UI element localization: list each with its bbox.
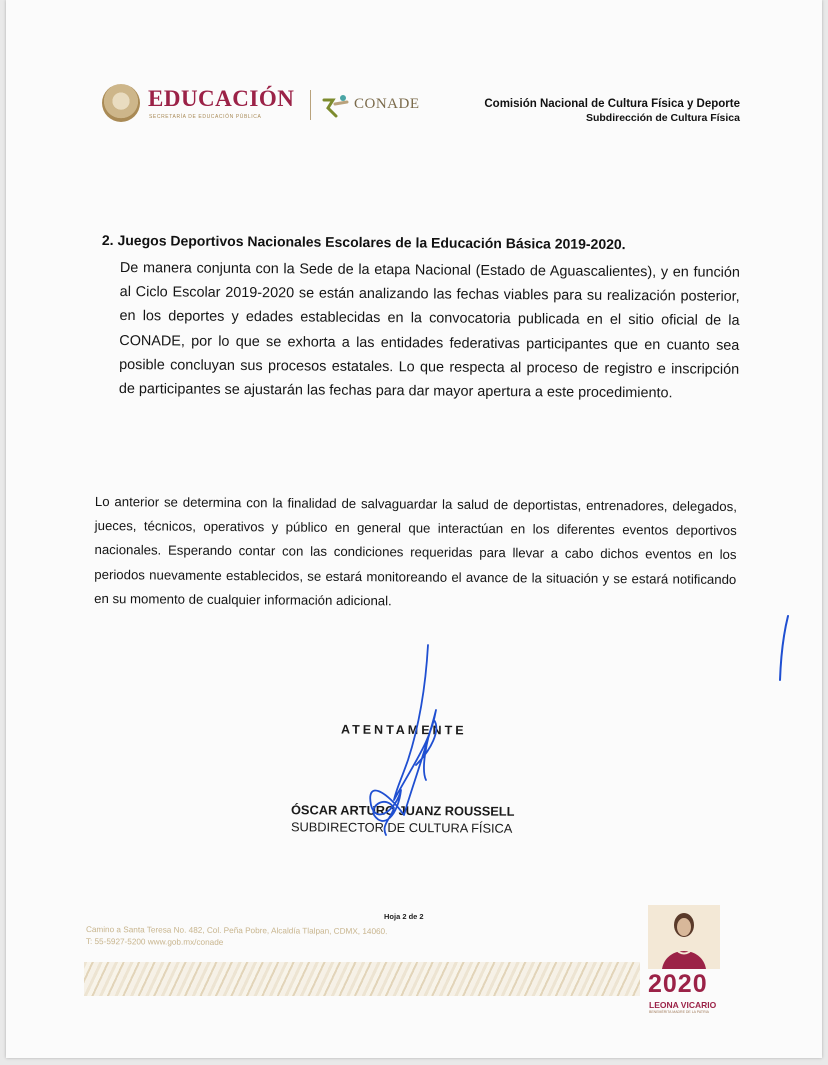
logo-divider — [310, 90, 311, 120]
closing-paragraph: Lo anterior se determina con la finalidad de salvaguardar la salud de deportistas, entrenadores, delegados, jueces, técnicos, operativos y público en general que interactúan en los diferentes eventos deportivos nacionales. Esperando contar con las condiciones requeridas para llevar a cabo dichos eventos en los periodos nuevamente establecidos, se estará monitoreando el avance de la situación y se estará notificando en su momento de cualquier información adicional. — [94, 493, 737, 609]
page-number: Hoja 2 de 2 — [384, 912, 424, 921]
section-title: 2. Juegos Deportivos Nacionales Escolares de la Educación Básica 2019-2020. — [101, 232, 626, 253]
decorative-footer-band — [84, 962, 640, 996]
conade-runner-icon — [321, 94, 351, 120]
commission-header — [484, 97, 740, 125]
margin-ink-mark — [768, 612, 792, 684]
year-subtitle: BENEMÉRITA MADRE DE LA PATRIA — [649, 1010, 709, 1014]
signer-name: ÓSCAR ARTURO JUANZ ROUSSELL — [290, 802, 515, 819]
educacion-logo-subtitle: SECRETARÍA DE EDUCACIÓN PÚBLICA — [149, 114, 262, 120]
contact-line: T: 55-5927-5200 www.gob.mx/conade — [85, 936, 224, 947]
educacion-logo: EDUCACIÓN — [148, 86, 295, 111]
section-paragraph: De manera conjunta con la Sede de la etapa Nacional (Estado de Aguascalientes), y en función al Ciclo Escolar 2019-2020 se están analizando las fechas viables para su realización posterior, en los deportes y edades establecidas en la convocatoria publicada en el sitio oficial de la CONADE, por lo que se exhorta a las entidades federativas participantes que en cuanto sea posible concluyan sus procesos estatales. Lo que respecta al proceso de registro e inscripción de participantes se ajustarán las fechas para dar mayor apertura a este procedimiento. — [118, 259, 740, 402]
year-name: LEONA VICARIO — [649, 1000, 717, 1010]
commission-title: Comisión Nacional de Cultura Física y Deporte — [484, 98, 740, 110]
commission-subtitle: Subdirección de Cultura Física — [585, 112, 740, 124]
signer-title: SUBDIRECTOR DE CULTURA FÍSICA — [290, 819, 513, 836]
leona-vicario-portrait — [648, 905, 720, 969]
mexico-seal-icon — [102, 84, 140, 122]
address-line: Camino a Santa Teresa No. 482, Col. Peña Pobre, Alcaldía Tlalpan, CDMX, 14060. — [85, 925, 388, 937]
handwritten-signature — [356, 640, 466, 845]
document-page — [6, 0, 822, 1058]
conade-logo: CONADE — [354, 96, 420, 112]
footer-address — [86, 924, 388, 950]
year-2020: 2020 — [648, 970, 708, 998]
salutation: ATENTAMENTE — [340, 722, 467, 738]
